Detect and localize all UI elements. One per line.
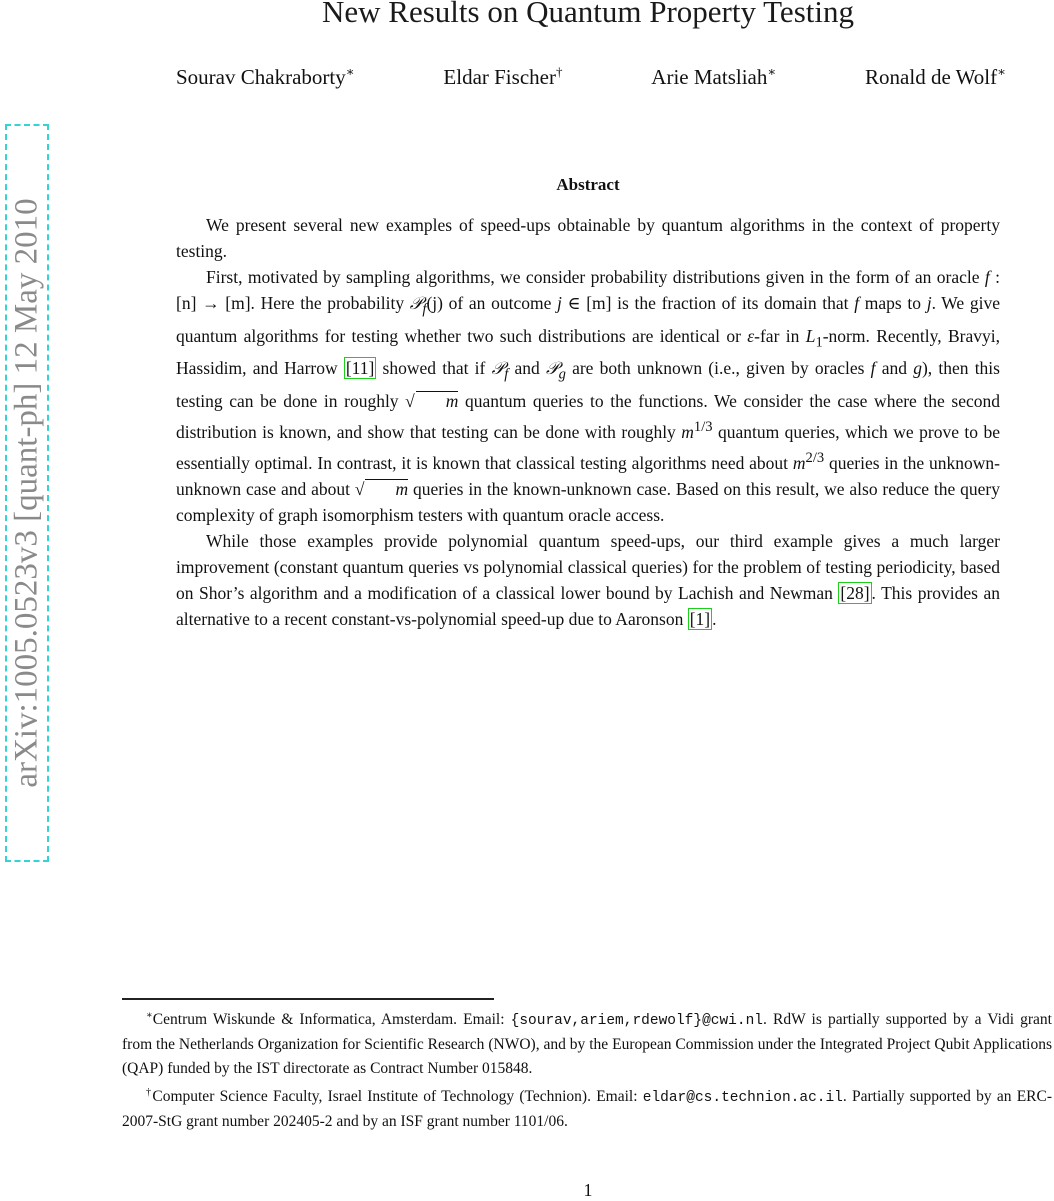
- author: Arie Matsliah∗: [651, 64, 777, 89]
- abstract-paragraph: While those examples provide polynomial quantum speed-ups, our third example gives a much larger improvement (constant quantum queries vs polynomial classical queries) for the problem of testing periodicity, based on Shor’s algorithm and a modification of a classical lower bound by Lachish and Newman [28] . This provides an alternative to a recent constant-vs-polynomial speed-up due to Aaronson [1] .: [176, 531, 1000, 630]
- footnote: ∗Centrum Wiskunde & Informatica, Amsterdam. Email: {sourav,ariem,rdewolf}@cwi.nl. RdW is partially supported by a Vidi grant from the Netherlands Organization for Scientific Research (NWO), and by the European Commission under the Integrated Project Qubit Applications (QAP) funded by the IST directorate as Contract Number 015848.: [122, 1010, 1052, 1078]
- email-address: eldar@cs.technion.ac.il: [642, 1090, 843, 1107]
- author: Eldar Fischer†: [443, 64, 563, 89]
- citation-link[interactable]: [11]: [345, 358, 375, 379]
- abstract-heading: Abstract: [556, 175, 620, 194]
- author-list: [176, 64, 1006, 90]
- citation-link[interactable]: [28]: [840, 583, 870, 604]
- author: Sourav Chakraborty∗: [176, 64, 355, 89]
- footnotes: [122, 1004, 1052, 1134]
- abstract-body: [176, 212, 1000, 633]
- email-address: {sourav,ariem,rdewolf}@cwi.nl: [510, 1013, 763, 1030]
- footnote: †Computer Science Faculty, Israel Institute of Technology (Technion). Email: eldar@cs.technion.ac.il. Partially supported by an ERC-2007-StG grant number 202405-2 and by an ISF grant number 1101/06.: [122, 1087, 1052, 1131]
- arxiv-identifier: arXiv:1005.0523v3 [quant-ph] 12 May 2010: [8, 198, 45, 788]
- footnote-rule: [122, 998, 494, 1000]
- citation-link[interactable]: [1]: [689, 609, 711, 630]
- paper-title: New Results on Quantum Property Testing: [322, 0, 854, 29]
- abstract-paragraph: We present several new examples of speed-ups obtainable by quantum algorithms in the context of property testing.: [176, 215, 1000, 262]
- author: Ronald de Wolf∗: [865, 64, 1006, 89]
- page-number: 1: [583, 1180, 593, 1200]
- arxiv-stamp[interactable]: [5, 124, 49, 862]
- abstract-paragraph: First, motivated by sampling algorithms, we consider probability distributions given in the form of an oracle f : [n] → [m]. Here the probability 𝒫$_f$(j) of an outcome j ∈ [m] is the fraction of its domain that f maps to j. We give quantum algorithms for testing whether two such distributions are identical or ε-far in $L_1$-norm. Recently, Bravyi, Hassidim, and Harrow [11] showed that if 𝒫$_f$ and 𝒫$_g$ are both unknown (i.e., given by oracles f and g), then this testing can be done in roughly √ m quantum queries to the functions. We consider the case where the second distribution is known, and show that testing can be done with roughly $m^{1/3}$ quantum queries, which we prove to be essentially optimal. In contrast, it is known that classical testing algorithms need about $m^{2/3}$ queries in the unknown-unknown case and about √ m queries in the known-unknown case. Based on this result, we also reduce the query complexity of graph isomorphism testers with quantum oracle access.: [176, 267, 1000, 526]
